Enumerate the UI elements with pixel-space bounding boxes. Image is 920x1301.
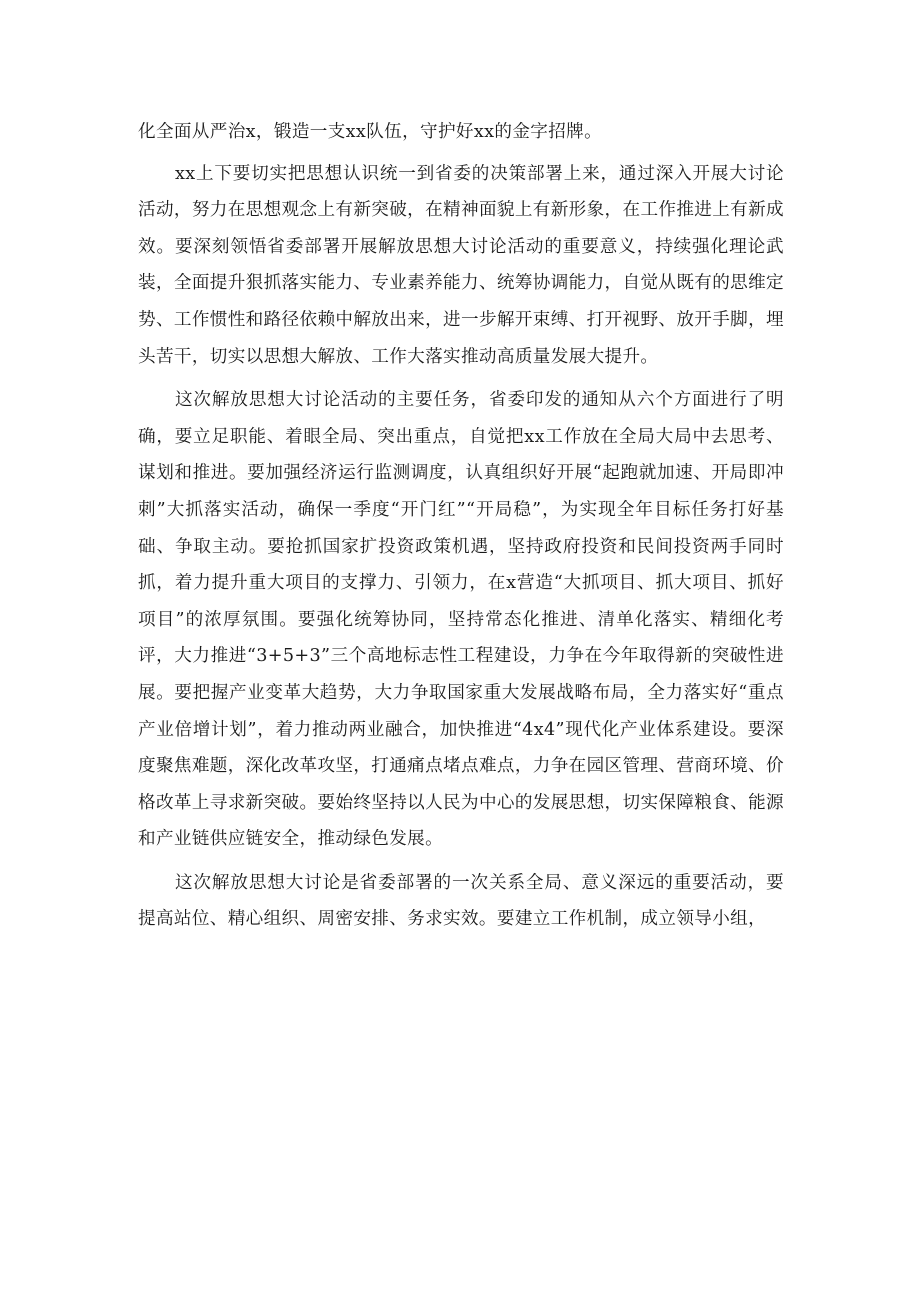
paragraph-continuation: 化全面从严治x，锻造一支xx队伍，守护好xx的金字招牌。 (138, 122, 603, 142)
paragraph-organization: 这次解放思想大讨论是省委部署的一次关系全局、意义深远的重要活动，要提高站位、精心组织、周密安排、务求实效。要建立工作机制，成立领导小组， (138, 872, 784, 930)
paragraph-main-tasks: 这次解放思想大讨论活动的主要任务，省委印发的通知从六个方面进行了明确，要立足职能、着眼全局、突出重点，自觉把xx工作放在全局大局中去思考、谋划和推进。要加强经济运行监测调度，认真组织好开展“起跑就加速、开局即冲刺”大抓落实活动，确保一季度“开门红”“开局稳”，为实现全年目标任务打好基础、争取主动。要抢抓国家扩投资政策机遇，坚持政府投资和民间投资两手同时抓，着力提升重大项目的支撑力、引领力，在x营造“大抓项目、抓大项目、抓好项目”的浓厚氛围。要强化统筹协同，坚持常态化推进、清单化落实、精细化考评，大力推进“3+5+3”三个高地标志性工程建设，力争在今年取得新的突破性进展。要把握产业变革大趋势，大力争取国家重大发展战略布局，全力落实好“重点产业倍增计划”，着力推动两业融合，加快推进“4x4”现代化产业体系建设。要深度聚焦难题，深化改革攻坚，打通痛点堵点难点，力争在园区管理、营商环境、价格改革上寻求新突破。要始终坚持以人民为中心的发展思想，切实保障粮食、能源和产业链供应链安全，推动绿色发展。 (138, 390, 784, 850)
paragraph-thinking-unification: xx上下要切实把思想认识统一到省委的决策部署上来，通过深入开展大讨论活动，努力在思想观念上有新突破，在精神面貌上有新形象，在工作推进上有新成效。要深刻领悟省委部署开展解放思想大讨论活动的重要意义，持续强化理论武装，全面提升狠抓落实能力、专业素养能力、统筹协调能力，自觉从既有的思维定势、工作惯性和路径依赖中解放出来，进一步解开束缚、打开视野、放开手脚，埋头苦干，切实以思想大解放、工作大落实推动高质量发展大提升。 (138, 163, 784, 367)
document-body (138, 114, 784, 945)
